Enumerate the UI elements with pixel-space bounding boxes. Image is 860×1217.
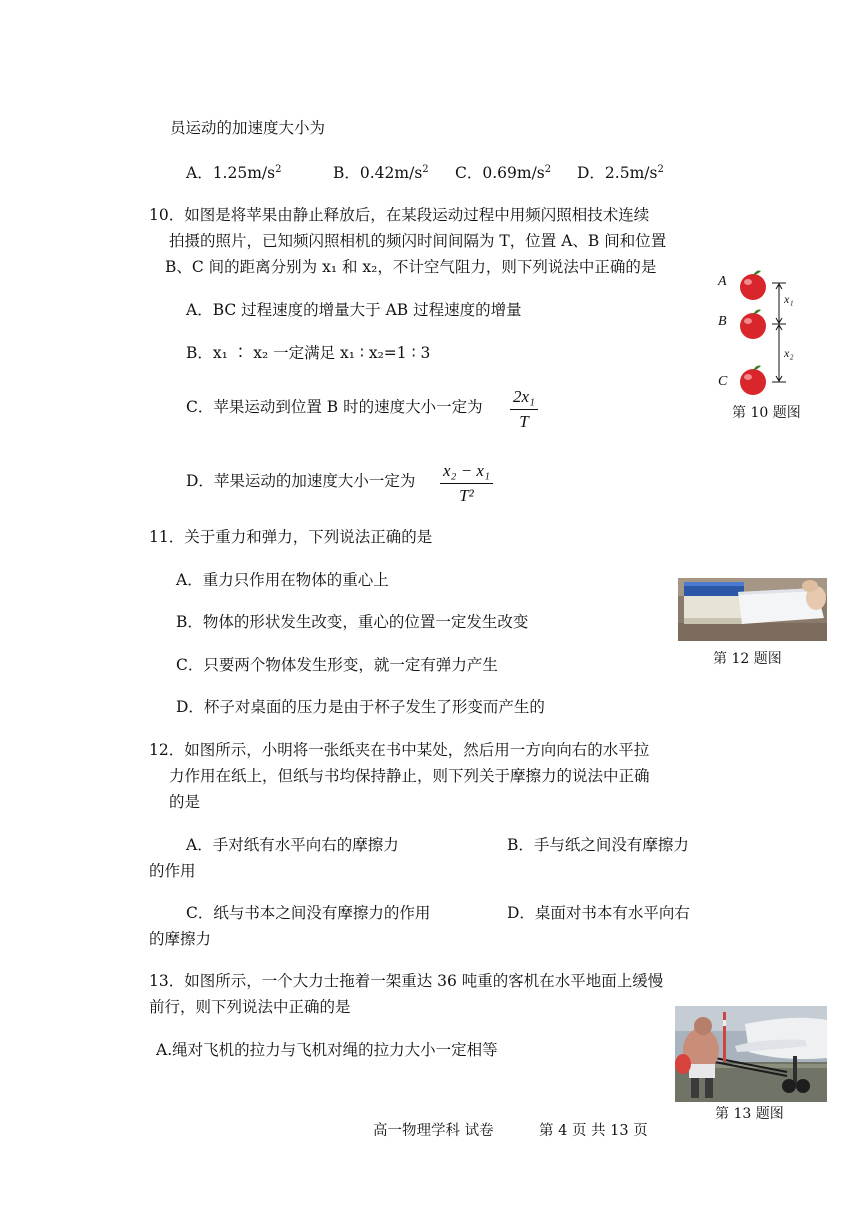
q10-option-c-numerator: 2x₁: [510, 387, 538, 410]
q10-option-b: B．x₁ ∶ x₂ 一定满足 x₁ ∶ x₂=1 ∶ 3: [186, 344, 431, 362]
q10-figure-caption: 第 10 题图: [732, 405, 801, 421]
q10-stem-line1: 10．如图是将苹果由静止释放后，在某段运动过程中用频闪照相技术连续: [149, 206, 650, 224]
q10-stem-line3: B、C 间的距离分别为 x₁ 和 x₂，不计空气阻力，则下列说法中正确的是: [165, 258, 657, 276]
q13-photo: [675, 1006, 827, 1102]
q12-stem-line2: 力作用在纸上，但纸与书均保持静止，则下列关于摩擦力的说法中正确: [169, 767, 650, 785]
q12-option-b: B．手与纸之间没有摩擦力: [507, 836, 689, 854]
q9-stem-tail: 员运动的加速度大小为: [170, 119, 326, 137]
footer-subject: 高一物理学科 试卷: [373, 1123, 494, 1139]
q12-option-a: A．手对纸有水平向右的摩擦力: [186, 836, 399, 854]
footer-page-number: 第 4 页 共 13 页: [539, 1123, 648, 1139]
q12-option-d-continued: 的摩擦力: [149, 930, 212, 948]
q9-option-b: B．$0.42m/s^2$: [333, 164, 429, 183]
q10-option-d-fraction: [440, 461, 493, 506]
apple-icon: [740, 366, 766, 396]
q10-option-d-denominator: T²: [459, 486, 474, 505]
q10-label-x1: x₁: [784, 292, 794, 306]
q13-stem-line1: 13．如图所示，一个大力士拖着一架重达 36 吨重的客机在水平地面上缓慢: [149, 972, 664, 990]
q11-option-c: C．只要两个物体发生形变，就一定有弹力产生: [176, 656, 498, 674]
q11-option-b: B．物体的形状发生改变，重心的位置一定发生改变: [176, 613, 529, 631]
q10-label-x2: x₂: [784, 346, 794, 360]
q12-option-c: C．纸与书本之间没有摩擦力的作用: [186, 904, 431, 922]
q12-option-d: D．桌面对书本有水平向右: [507, 904, 690, 922]
q10-stem-line2: 拍摄的照片，已知频闪照相机的频闪时间间隔为 T，位置 A、B 间和位置: [169, 232, 667, 250]
q11-option-a: A．重力只作用在物体的重心上: [176, 571, 389, 589]
q10-option-d-numerator: x₂ − x₁: [440, 461, 493, 484]
q10-label-a: A: [718, 274, 727, 289]
q10-option-c: C．苹果运动到位置 B 时的速度大小一定为: [186, 398, 483, 416]
q10-option-d: D．苹果运动的加速度大小一定为: [186, 472, 416, 490]
q9-option-d: D．$2.5m/s^2$: [577, 164, 664, 183]
q12-stem-line1: 12．如图所示，小明将一张纸夹在书中某处，然后用一方向向右的水平拉: [149, 741, 650, 759]
q10-option-c-denominator: T: [519, 412, 529, 431]
q11-option-d: D．杯子对桌面的压力是由于杯子发生了形变而产生的: [176, 698, 545, 716]
q10-option-c-fraction: [510, 387, 538, 432]
apple-icon: [740, 310, 766, 340]
q12-photo: [678, 578, 827, 641]
q13-stem-line2: 前行，则下列说法中正确的是: [149, 998, 351, 1016]
q12-figure-caption: 第 12 题图: [713, 651, 782, 667]
q12-stem-line3: 的是: [169, 793, 201, 811]
q9-option-c: C．$0.69m/s^2$: [455, 164, 552, 183]
q12-option-b-continued: 的作用: [149, 862, 196, 880]
q9-option-a: A．$1.25m/s^2$: [186, 164, 282, 183]
q11-stem: 11．关于重力和弹力，下列说法正确的是: [149, 528, 433, 546]
apple-icon: [740, 271, 766, 301]
q10-option-a: A．BC 过程速度的增量大于 AB 过程速度的增量: [186, 301, 522, 319]
q13-figure-caption: 第 13 题图: [715, 1106, 784, 1122]
q13-option-a: A.绳对飞机的拉力与飞机对绳的拉力大小一定相等: [156, 1041, 498, 1059]
q10-label-b: B: [718, 314, 727, 329]
strongman-airplane-photo: [675, 1006, 827, 1102]
book-paper-photo: [678, 578, 827, 641]
q10-label-c: C: [718, 374, 728, 389]
